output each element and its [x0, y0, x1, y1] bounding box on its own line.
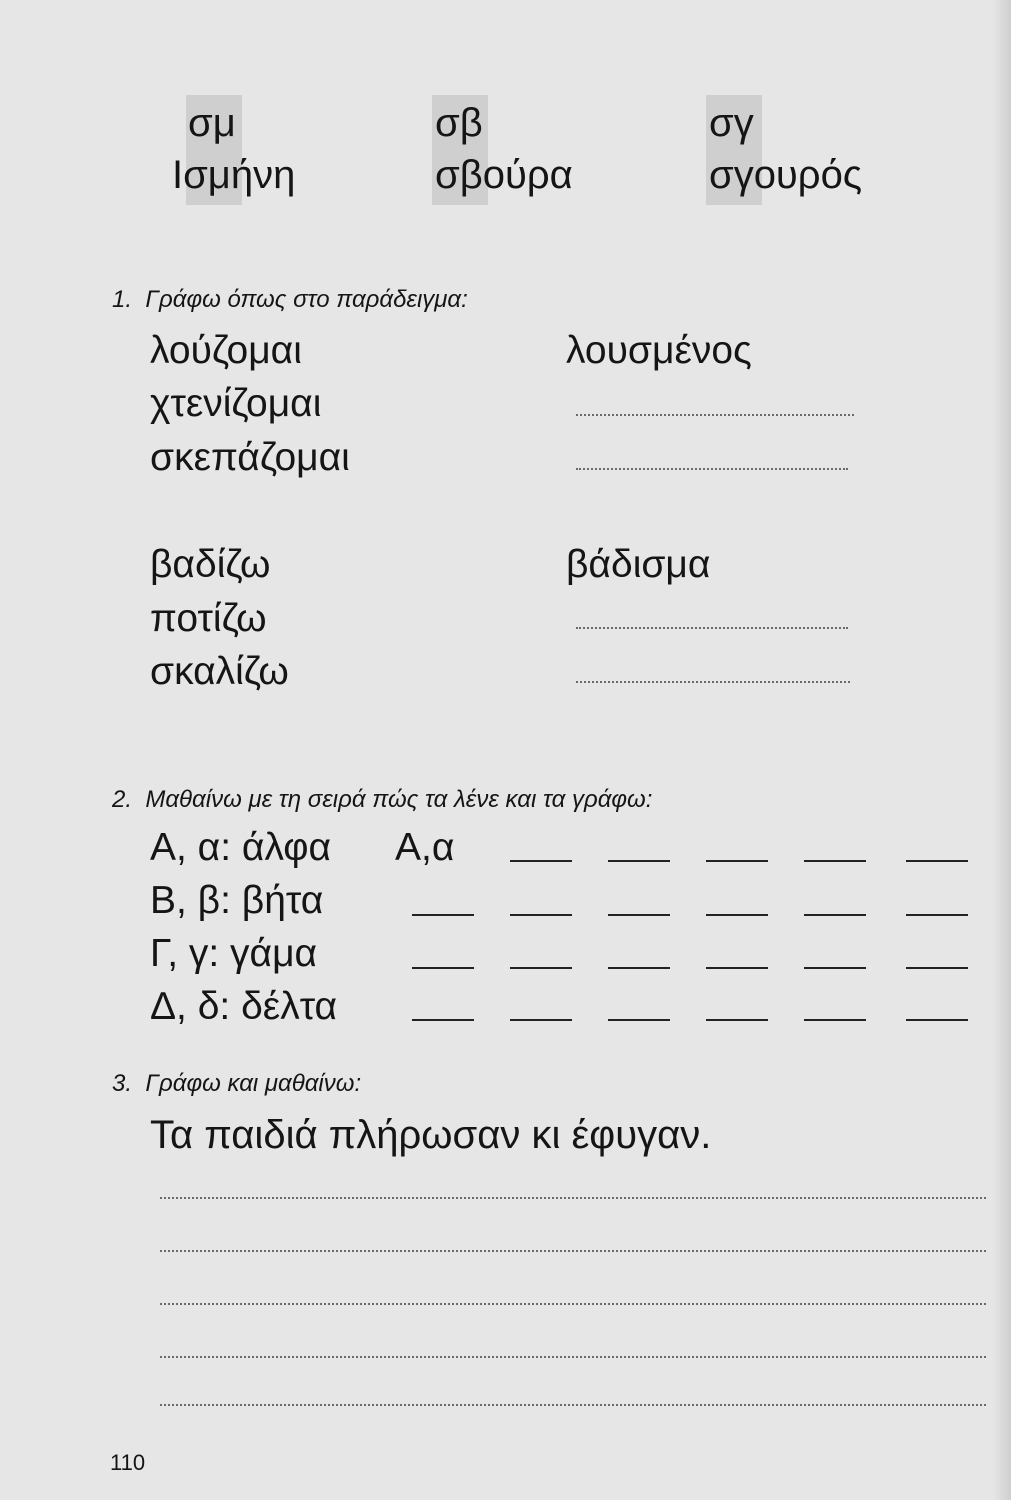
exercise-1-header: [112, 286, 468, 314]
exercise-instruction: Γράφω και μαθαίνω:: [145, 1070, 362, 1097]
word-suffix: ουρός: [753, 153, 863, 197]
example-answer: λουσμένος: [566, 329, 752, 372]
write-blank[interactable]: [510, 967, 572, 969]
write-blank[interactable]: [804, 914, 866, 916]
exercise-number: 3.: [112, 1070, 133, 1097]
write-blank[interactable]: [804, 1019, 866, 1021]
write-blank[interactable]: [608, 967, 670, 969]
answer-line[interactable]: [576, 468, 848, 470]
writing-line[interactable]: [160, 1356, 986, 1358]
write-blank[interactable]: [706, 860, 768, 862]
write-blank[interactable]: [412, 967, 474, 969]
verb-item: ποτίζω: [150, 597, 267, 640]
write-blank[interactable]: [906, 967, 968, 969]
word-prefix: σγ: [709, 153, 754, 197]
cluster-sv: σβ: [435, 101, 483, 145]
verb-item: λούζομαι: [150, 329, 302, 372]
exercise-instruction: Γράφω όπως στο παράδειγμα:: [145, 286, 468, 313]
exercise-number: 1.: [112, 286, 133, 313]
exercise-instruction: Μαθαίνω με τη σειρά πώς τα λένε και τα γράφω:: [145, 786, 653, 813]
word-svoura: [435, 152, 573, 198]
writing-line[interactable]: [160, 1197, 986, 1199]
word-suffix: ούρα: [482, 153, 573, 197]
write-blank[interactable]: [608, 860, 670, 862]
write-blank[interactable]: [608, 914, 670, 916]
page-edge-shadow: [993, 0, 1011, 1500]
write-blank[interactable]: [906, 1019, 968, 1021]
verb-item: χτενίζομαι: [150, 382, 322, 425]
writing-line[interactable]: [160, 1303, 986, 1305]
write-blank[interactable]: [412, 1019, 474, 1021]
exercise-2-header: [112, 786, 652, 814]
page-number: 110: [110, 1450, 146, 1475]
exercise-3-header: [112, 1070, 361, 1098]
write-blank[interactable]: [608, 1019, 670, 1021]
write-blank[interactable]: [412, 914, 474, 916]
cluster-sg: σγ: [709, 101, 754, 145]
write-blank[interactable]: [804, 860, 866, 862]
exercise-number: 2.: [112, 786, 133, 813]
answer-line[interactable]: [576, 681, 850, 683]
word-suffix: ήνη: [230, 153, 296, 197]
word-prefix: σβ: [435, 153, 483, 197]
model-sentence: Τα παιδιά πλήρωσαν κι έφυγαν.: [150, 1113, 712, 1157]
write-blank[interactable]: [906, 860, 968, 862]
write-blank[interactable]: [706, 914, 768, 916]
letter-row-gama: Γ, γ: γάμα: [150, 932, 318, 975]
word-ismini: [172, 152, 295, 198]
word-sgouros: [709, 152, 862, 198]
word-prefix: Ισμ: [172, 153, 231, 197]
verb-item: βαδίζω: [150, 543, 271, 586]
write-blank[interactable]: [510, 1019, 572, 1021]
letter-sample: Α,α: [395, 826, 455, 869]
write-blank[interactable]: [706, 1019, 768, 1021]
write-blank[interactable]: [706, 967, 768, 969]
example-answer: βάδισμα: [566, 543, 711, 586]
answer-line[interactable]: [576, 414, 854, 416]
writing-line[interactable]: [160, 1250, 986, 1252]
writing-line[interactable]: [160, 1404, 986, 1406]
write-blank[interactable]: [804, 967, 866, 969]
letter-row-delta: Δ, δ: δέλτα: [150, 985, 338, 1028]
answer-line[interactable]: [576, 627, 848, 629]
verb-item: σκαλίζω: [150, 650, 289, 693]
verb-item: σκεπάζομαι: [150, 436, 350, 479]
write-blank[interactable]: [510, 860, 572, 862]
letter-row-vita: Β, β: βήτα: [150, 879, 324, 922]
write-blank[interactable]: [510, 914, 572, 916]
write-blank[interactable]: [906, 914, 968, 916]
letter-row-alpha: Α, α: άλφα: [150, 826, 332, 869]
cluster-sm: σμ: [188, 101, 236, 145]
